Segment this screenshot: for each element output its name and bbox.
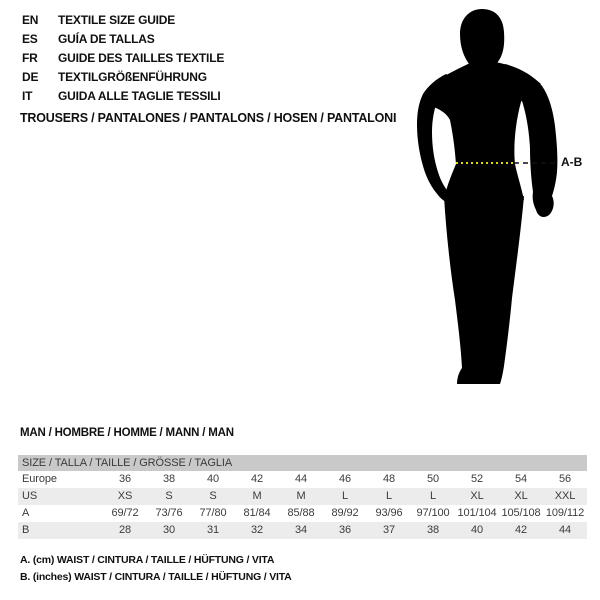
garment-heading: TROUSERS / PANTALONES / PANTALONS / HOSEN / PANTALONI (20, 111, 397, 125)
table-cell: 48 (382, 473, 396, 485)
table-cell: 36 (118, 473, 132, 485)
size-table-body (18, 471, 587, 539)
table-row (18, 505, 587, 522)
size-table (18, 455, 587, 539)
table-cell: 44 (294, 473, 308, 485)
table-cell: 73/76 (155, 507, 183, 519)
table-cell: 52 (470, 473, 484, 485)
table-cell: 42 (250, 473, 264, 485)
row-label: Europe (22, 473, 57, 485)
table-cell: 40 (470, 524, 484, 536)
silhouette-legs (444, 196, 524, 384)
language-title: GUIDE DES TAILLES TEXTILE (58, 51, 225, 65)
table-cell: L (341, 490, 349, 502)
language-title: TEXTILE SIZE GUIDE (58, 13, 176, 27)
row-label: A (22, 507, 30, 519)
table-cell: 32 (250, 524, 264, 536)
table-cell: 36 (338, 524, 352, 536)
table-cell: 44 (558, 524, 572, 536)
table-cell: L (385, 490, 393, 502)
table-cell: 30 (162, 524, 176, 536)
table-cell: M (296, 490, 306, 502)
row-label: US (22, 490, 38, 502)
table-cell: L (429, 490, 437, 502)
table-cell: 101/104 (457, 507, 497, 519)
table-cell: XL (514, 490, 528, 502)
table-cell: 85/88 (287, 507, 315, 519)
table-cell: M (252, 490, 262, 502)
table-row (18, 471, 587, 488)
table-cell: XS (117, 490, 133, 502)
table-cell: 77/80 (199, 507, 227, 519)
table-cell: 89/92 (331, 507, 359, 519)
language-code: IT (22, 89, 33, 103)
table-cell: 50 (426, 473, 440, 485)
table-cell: S (209, 490, 217, 502)
table-cell: 40 (206, 473, 220, 485)
table-cell: 37 (382, 524, 396, 536)
language-code: EN (22, 13, 39, 27)
table-cell: 81/84 (243, 507, 271, 519)
table-cell: 46 (338, 473, 352, 485)
table-cell: 38 (426, 524, 440, 536)
table-cell: 97/100 (416, 507, 450, 519)
table-cell: 105/108 (501, 507, 541, 519)
table-cell: 42 (514, 524, 528, 536)
language-title: TEXTILGRÖßENFÜHRUNG (58, 70, 207, 84)
table-cell: 54 (514, 473, 528, 485)
gender-heading: MAN / HOMBRE / HOMME / MANN / MAN (20, 427, 234, 439)
table-row (18, 522, 587, 539)
language-code: FR (22, 51, 38, 65)
table-row (18, 488, 587, 505)
table-cell: 69/72 (111, 507, 139, 519)
table-cell: XL (470, 490, 484, 502)
table-cell: 28 (118, 524, 132, 536)
table-cell: 56 (558, 473, 572, 485)
table-cell: 34 (294, 524, 308, 536)
row-label: B (22, 524, 30, 536)
table-cell: XXL (554, 490, 576, 502)
measurement-notes (20, 552, 292, 586)
table-cell: 31 (206, 524, 220, 536)
language-code: ES (22, 32, 38, 46)
language-title: GUIDA ALLE TAGLIE TESSILI (58, 89, 221, 103)
table-cell: S (165, 490, 173, 502)
language-code: DE (22, 70, 39, 84)
table-cell: 38 (162, 473, 176, 485)
table-cell: 93/96 (375, 507, 403, 519)
measure-label-ab: A-B (561, 155, 583, 169)
language-title: GUÍA DE TALLAS (58, 32, 155, 46)
size-table-header: SIZE / TALLA / TAILLE / GRÖSSE / TAGLIA (18, 455, 587, 471)
note-waist-cm: A. (cm) WAIST / CINTURA / TAILLE / HÜFTUNG / VITA (20, 554, 275, 566)
table-cell: 109/112 (545, 507, 585, 519)
note-waist-inches: B. (inches) WAIST / CINTURA / TAILLE / HÜFTUNG / VITA (20, 571, 292, 583)
